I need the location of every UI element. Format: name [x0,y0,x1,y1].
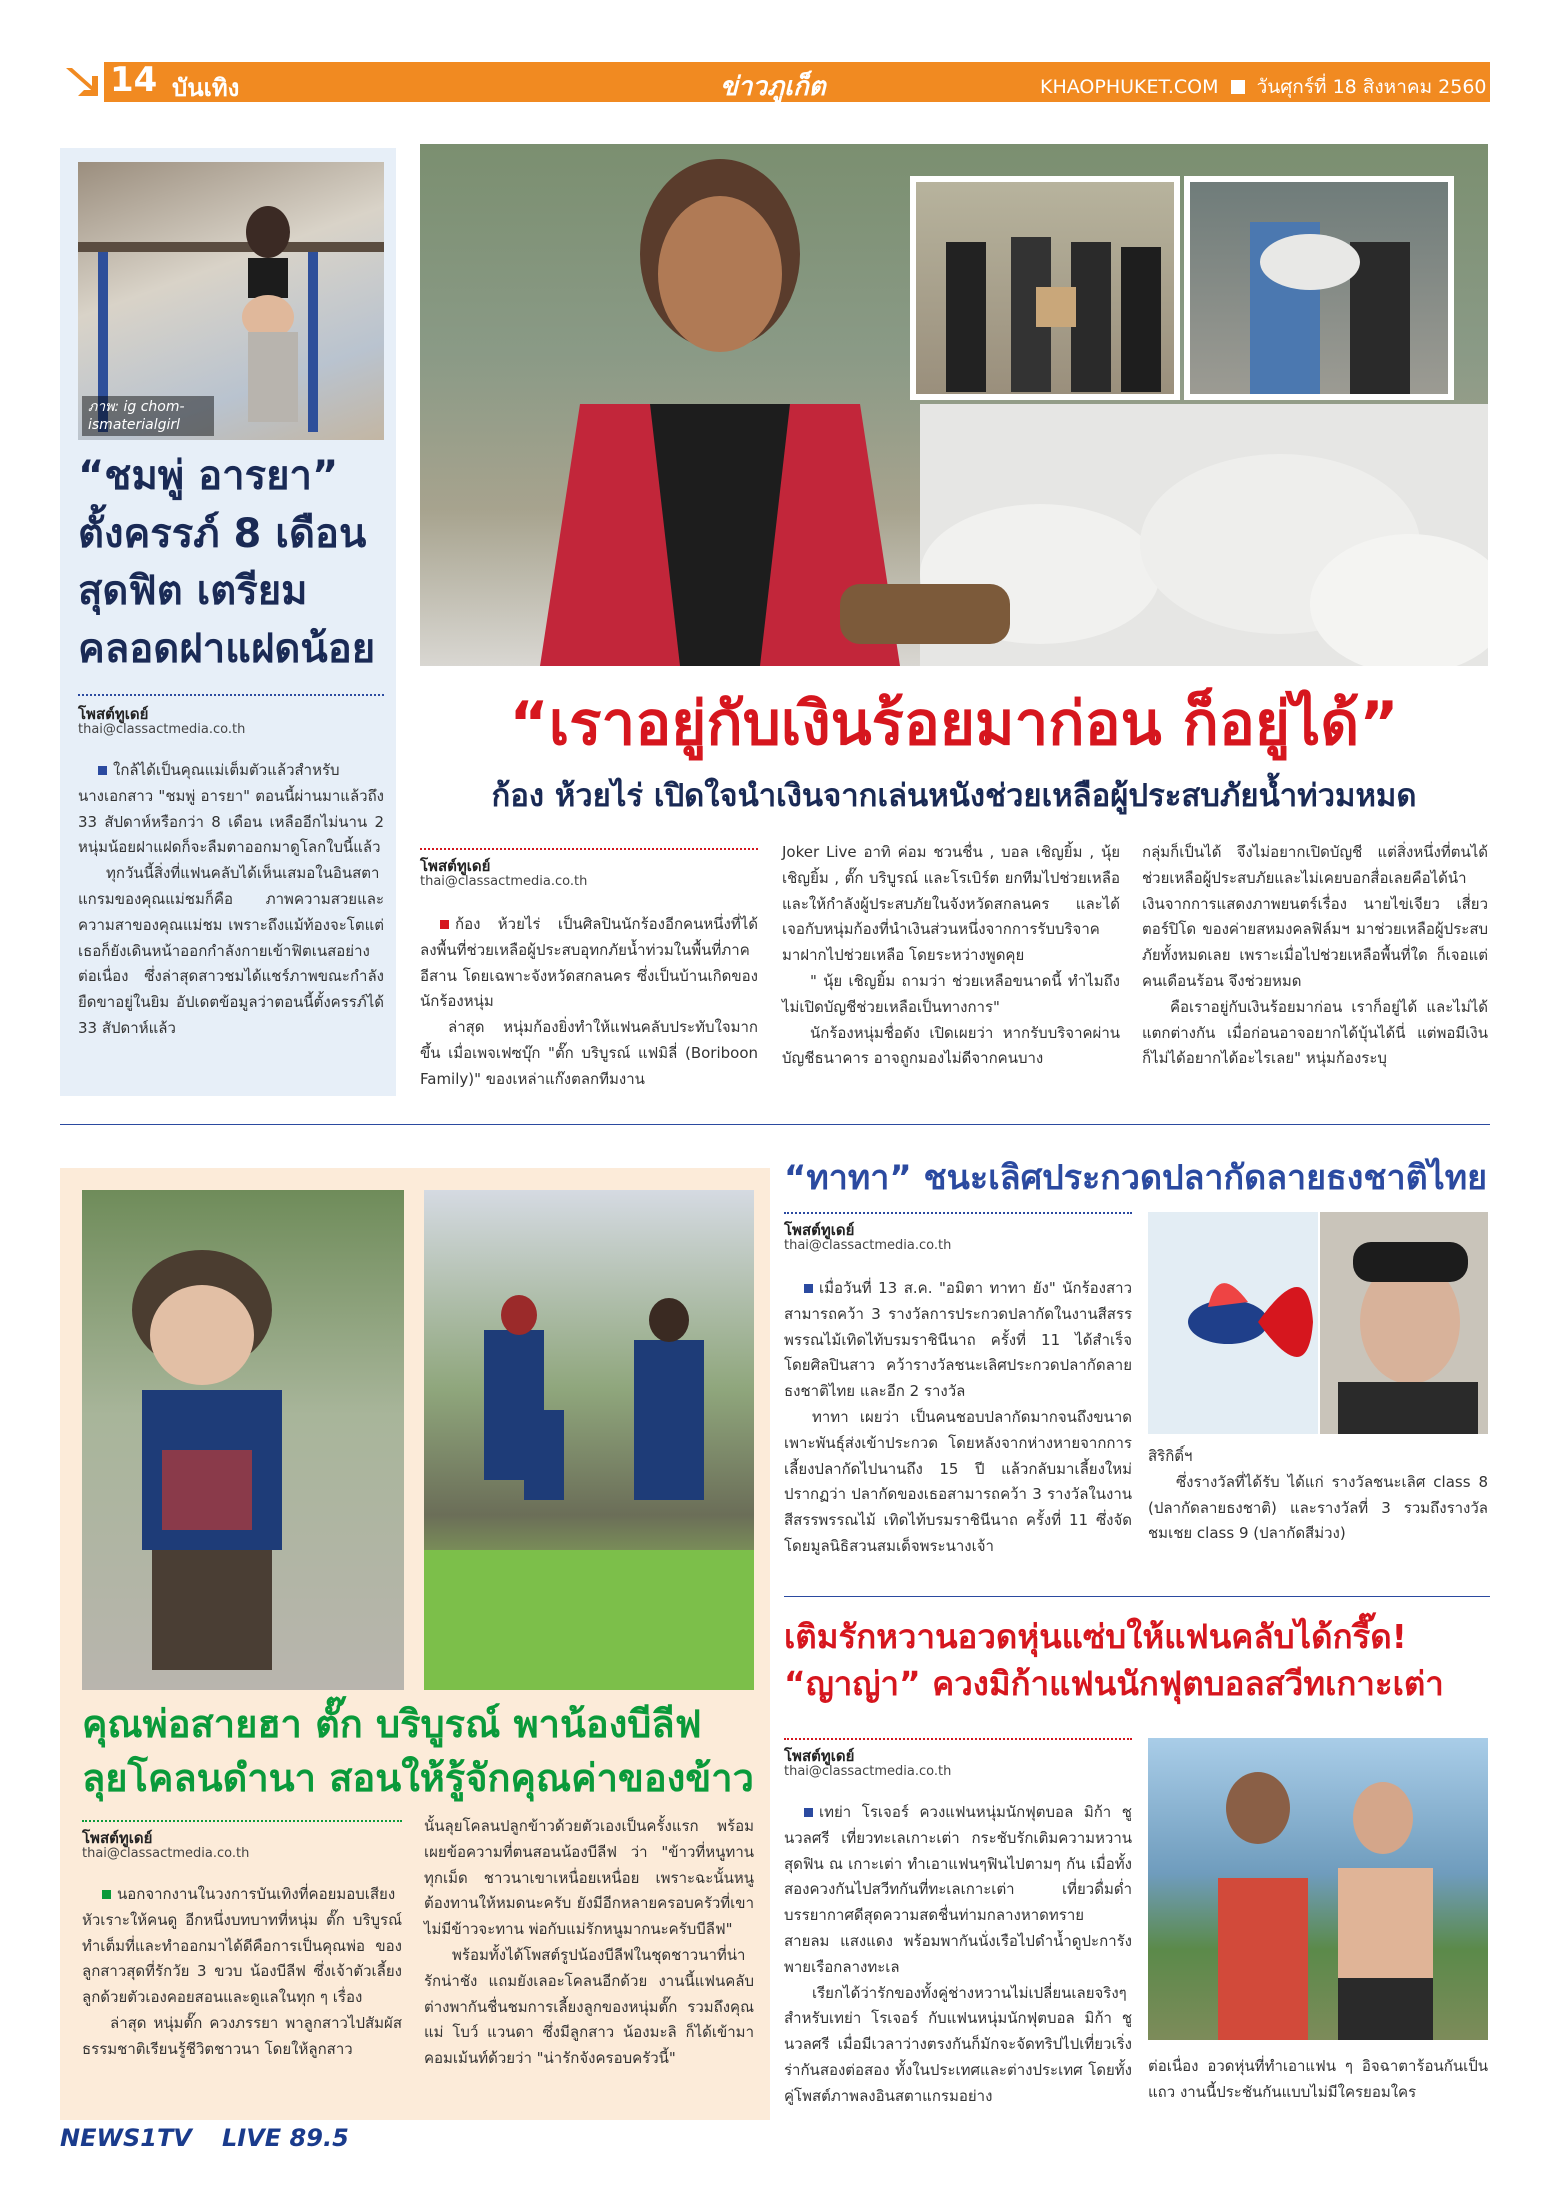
byline: โพสต์ทูเดย์ [78,705,149,723]
bottom-left-col1 [82,1882,402,2063]
page-number: 14 [110,60,158,100]
betta-story-headline: “ทาทา” ชนะเลิศประกวดปลากัดลายธงชาติไทย [784,1158,1488,1198]
left-story-photo [78,162,384,440]
byline: โพสต์ทูเดย์ [82,1829,153,1847]
left-story-body [78,758,384,1042]
divider [82,1820,402,1822]
couple-beach-photo [1148,1738,1488,2040]
email: thai@classactmedia.co.th [78,722,246,737]
child-illustration [82,1190,404,1690]
paragraph [784,1276,1132,1405]
child-mud-photo [82,1190,404,1690]
paragraph: นั้นลุยโคลนปลูกข้าวด้วยตัวเองเป็นครั้งแรก พร้อมเผยข้อความที่ตนสอนน้องบีลีฟ ว่า "ข้าวที่หนูทานทุกเม็ด ชาวนาเขาเหนื่อยเหนื่อย เพราะฉะนั้นหนูต้องทานให้หมดนะครับ ยังมีอีกหลายครอบครัวที่เขาไม่มีข้าวจะทาน พ่อกับแม่รักหนูมากนะครับบีลีฟ" [424,1817,754,1939]
headline-line: “ชมพู่ อารยา” [78,453,339,499]
inset-photo-group [910,176,1180,400]
headline-line: ตั้งครรภ์ 8 เดือน [78,510,367,557]
couple-illustration [1148,1738,1488,2040]
bullet-square-icon [804,1284,813,1293]
section-name: บันเทิง [172,74,240,102]
bullet-square-icon [102,1890,111,1899]
byline: โพสต์ทูเดย์ [784,1747,855,1765]
paragraph: " นุ้ย เชิญยิ้ม ถามว่า ช่วยเหลือขนาดนี้ ทำไมถึงไม่เปิดบัญชีช่วยเหลือเป็นทางการ" [782,971,1120,1016]
top-story-col2 [782,840,1120,1072]
issue-date: วันศุกร์ที่ 18 สิงหาคม 2560 [1256,76,1487,98]
betta-photo [1148,1212,1488,1434]
headline-line: เติมรักหวานอวดหุ่นแซ่บให้แฟนคลับได้กรี๊ด! [784,1617,1407,1656]
separator-square [1231,80,1245,94]
paragraph: Joker Live อาทิ ค่อม ชวนชื่น , บอล เชิญยิ้ม , นุ้ย เชิญยิ้ม , ตั๊ก บริบูรณ์ และโรเบิร์ต ยกทีมไปช่วยเหลือและให้กำลังผู้ประสบภัยในจังหวัดสกลนคร และได้เจอกับหนุ่มก้องที่นำเงินส่วนหนึ่งจากการรับบริจาค มาฝากไปช่วยเหลือ โดยระหว่างพูดคุย [782,843,1120,965]
family-ricefield-photo [424,1190,754,1690]
paragraph: เรียกได้ว่ารักของทั้งคู่ช่างหวานไม่เปลี่ยนเลยจริงๆ สำหรับเทย่า โรเจอร์ กับแฟนหนุ่มนักฟุตบอล มิก้า ชูนวลศรี เมื่อมีเวลาว่างตรงกันก็มักจะจัดทริปไปเที่ยวเริ่งร่ากันสองต่อสอง ทั้งในประเทศและต่างประเทศ โดยทั้งคู่โพสต์ภาพลงอินสตาแกรมอย่าง [784,1983,1132,2105]
paragraph [78,758,384,861]
divider [784,1212,1132,1214]
inset-photo-donation [1184,176,1454,400]
paragraph-text: เทย่า โรเจอร์ ควงแฟนหนุ่มนักฟุตบอล มิก้า ชูนวลศรี เที่ยวทะเลเกาะเต่า กระชับรักเติมความหวานสุดฟิน ณ เกาะเต่า ทำเอาแฟนๆฟินไปตามๆ กัน เมื่อทั้งสองควงกันไปสวีทกันที่ทะเลเกาะเต่า เที่ยวดื่มด่ำบรรยากาศดีสุดความสดชื่นท่ามกลางหาดทราย สายลม แสงแดง พร้อมพากันนั่งเรือไปดำน้ำดูปะการัง พายเรือกลางทะเล [784,1803,1132,1976]
email: thai@classactmedia.co.th [784,1764,952,1779]
site-name: KHAOPHUKET.COM [1040,76,1219,98]
paragraph: ล่าสุด หนุ่มก้องยิ่งทำให้แฟนคลับประทับใจมากขึ้น เมื่อเพจเฟซบุ๊ก "ตั๊ก บริบูรณ์ แฟมิลี่ (Boriboon Family)" ของเหล่าแก๊งตลกทีมงาน [420,1018,758,1088]
headline-line: “ญาญ่า” ควงมิก้าแฟนนักฟุตบอลสวีทเกาะเต่า [784,1663,1444,1703]
paragraph [420,912,758,1015]
brand-logo: ข่าวภูเก็ต [720,72,826,102]
paragraph: ล่าสุด หนุ่มตั๊ก ควงภรรยา พาลูกสาวไปสัมผัสธรรมชาติเรียนรู้ชีวิตชาวนา โดยให้ลูกสาว [82,2013,402,2058]
paragraph: ทาทา เผยว่า เป็นคนชอบปลากัดมากจนถึงขนาดเพาะพันธุ์ส่งเข้าประกวด โดยหลังจากห่างหายจากการเลี้ยงปลากัดไปนานถึง 15 ปี แล้วกลับมาเลี้ยงใหม่ ปรากฏว่า ปลากัดของเธอสามารถคว้า 3 รางวัลในงานสีสรรพรรณไม้ เทิดไท้บรมราชินีนาถ ครั้งที่ 11 ซึ่งจัดโดยมูลนิธิสวนสมเด็จพระนางเจ้า [784,1407,1132,1555]
top-story-col1 [420,912,758,1093]
footer-logo-news1tv: NEWS1TV [60,2124,192,2152]
email: thai@classactmedia.co.th [420,874,588,889]
top-story-col3 [1142,840,1488,1072]
top-story-headline: “เราอยู่กับเงินร้อยมาก่อน ก็อยู่ได้” [509,689,1399,759]
betta-story-side [1148,1444,1488,1547]
photo-caption: ภาพ: ig chom-ismaterialgirl [82,396,214,436]
paragraph-text: นอกจากงานในวงการบันเทิงที่คอยมอบเสียงหัวเราะให้คนดู อีกหนึ่งบทบาทที่หนุ่ม ตั๊ก บริบูรณ์ ทำเต็มที่และทำออกมาได้ดีคือการเป็นคุณพ่อ ของลูกสาวสุดที่รักวัย 3 ขวบ น้องบีลีฟ ซึ่งเจ้าตัวเลี้ยงลูกด้วยตัวเองคอยสอนและดูแลในทุก ๆ เรื่อง [82,1885,402,2007]
paragraph [784,1800,1132,1981]
paragraph: ทุกวันนี้สิ่งที่แฟนคลับได้เห็นเสมอในอินสตาแกรมของคุณแม่ชมก็คือ ภาพความสวยและความสาของคุณแม่ชม เพราะถึงแม้ท้องจะโตแต่เธอก็ยังเดินหน้าออกกำลังกายเข้าฟิตเนสอย่างต่อเนื่อง ซึ่งล่าสุดสาวชมได้แชร์ภาพขณะกำลังยืดขาอยู่ในยิม อัปเดตข้อมูลว่าตอนนี้ตั้งครรภ์ได้ 33 สัปดาห์แล้ว [78,864,384,1037]
divider [78,694,384,696]
section-divider [60,1124,1490,1125]
email: thai@classactmedia.co.th [784,1238,952,1253]
byline: โพสต์ทูเดย์ [420,857,491,875]
betta-fish-illustration [1148,1212,1488,1434]
bottom-left-col2 [424,1814,754,2072]
footer-logo-live: LIVE 89.5 [222,2124,349,2152]
bullet-square-icon [440,920,449,929]
bullet-square-icon [804,1808,813,1817]
yaya-story-body [784,1800,1132,2110]
divider [420,848,758,850]
email: thai@classactmedia.co.th [82,1846,250,1861]
betta-story-body [784,1276,1132,1560]
bottom-left-headline [82,1698,772,1806]
paragraph: กลุ่มก็เป็นได้ จึงไม่อยากเปิดบัญชี แต่สิ่งหนึ่งที่ตนได้ช่วยเหลือผู้ประสบภัยและไม่เคยบอกสื่อเลยคือได้นำเงินจากการแสดงภาพยนตร์เรื่อง นายไข่เจียว เสี่ยวตอร์ปิโด ของค่ายสหมงคลฟิล์มฯ มาช่วยเหลือผู้ประสบภัยทั้งหมดเลย เพราะเมื่อไปช่วยเหลือพื้นที่ใด ก็เจอแต่คนเดือนร้อน จึงช่วยหมด [1142,843,1488,990]
paragraph: ซึ่งรางวัลที่ได้รับ ได้แก่ รางวัลชนะเลิศ class 8 (ปลากัดลายธงชาติ) และรางวัลที่ 3 รวมถึงรางวัลชมเชย class 9 (ปลากัดสีม่วง) [1148,1472,1488,1543]
paragraph-text: ใกล้ได้เป็นคุณแม่เต็มตัวแล้วสำหรับนางเอกสาว "ชมพู่ อารยา" ตอนนี้ผ่านมาแล้วถึง 33 สัปดาห์หรือกว่า 8 เดือน เหลืออีกไม่นาน 2 หนุ่มน้อยฝาแฝดก็จะลืมตาออกมาดูโลกใบนี้แล้ว [78,761,384,857]
top-story-subheadline: ก้อง ห้วยไร่ เปิดใจนำเงินจากเล่นหนังช่วยเหลือผู้ประสบภัยน้ำท่วมหมด [491,778,1417,814]
headline-line: คลอดฝาแฝดน้อย [78,625,376,672]
family-illustration [424,1190,754,1690]
headline-line: ลุยโคลนดำนา สอนให้รู้จักคุณค่าของข้าว [82,1755,754,1800]
story-divider [784,1596,1490,1597]
header-date [1040,72,1487,102]
byline: โพสต์ทูเดย์ [784,1221,855,1239]
headline-line: สุดฟิต เตรียม [78,568,308,615]
paragraph: สิริกิติ์ฯ [1148,1447,1193,1465]
paragraph [82,1882,402,2011]
paragraph: คือเราอยู่กับเงินร้อยมาก่อน เราก็อยู่ได้ และไม่ได้แตกต่างกัน เมื่อก่อนอาจอยากได้บุ้นได้นี่ แต่พอมีเงิน ก็ไม่ได้อยากได้อะไรเลย" หนุ่มก้องระบุ [1142,997,1488,1068]
left-story-headline [78,448,398,678]
top-story-photo [420,144,1488,666]
paragraph-text: ก้อง ห้วยไร่ เป็นศิลปินนักร้องอีกคนหนึ่งที่ได้ลงพื้นที่ช่วยเหลือผู้ประสบอุทกภัยน้ำท่วมในพื้นที่ภาคอีสาน โดยเฉพาะจังหวัดสกลนคร ซึ่งเป็นบ้านเกิดของนักร้องหนุ่ม [420,915,758,1011]
paragraph: นักร้องหนุ่มชื่อดัง เปิดเผยว่า หากรับบริจาคผ่านบัญชีธนาคาร อาจถูกมองไม่ดีจากคนบาง [782,1023,1120,1068]
paragraph-text: เมื่อวันที่ 13 ส.ค. "อมิตา ทาทา ยัง" นักร้องสาว สามารถคว้า 3 รางวัลการประกวดปลากัดในงานสีสรรพรรณไม้เทิดไท้บรมราชินีนาถ ครั้งที่ 11 ได้สำเร็จ โดยศิลปินสาว คว้ารางวัลชนะเลิศประกวดปลากัดลายธงชาติไทย และอีก 2 รางวัล [784,1279,1132,1401]
header-arrow-icon [58,62,104,102]
bullet-square-icon [98,766,107,775]
yaya-story-side: ต่อเนื่อง อวดหุ่นที่ทำเอาแฟน ๆ อิจฉาตาร้อนกันเป็นแถว งานนี้ประชันกันแบบไม่มีใครยอมใคร [1148,2057,1488,2101]
paragraph: พร้อมทั้งได้โพสต์รูปน้องบีลีฟในชุดชาวนาที่น่ารักน่าชัง แถมยังเลอะโคลนอีกด้วย งานนี้แฟนคลับต่างพากันชื่นชมการเลี้ยงลูกของหนุ่มตั๊ก รวมถึงคุณแม่ โบว์ แวนดา ซึ่งมีลูกสาว น้องมะลิ ก็ได้เข้ามาคอมเม้นท์ด้วยว่า "น่ารักจังครอบครัวนี้" [424,1945,754,2068]
yaya-story-headline [784,1614,1490,1708]
headline-line: คุณพ่อสายฮา ตั๊ก บริบูรณ์ พาน้องบีลีฟ [82,1702,702,1746]
divider [784,1738,1132,1740]
